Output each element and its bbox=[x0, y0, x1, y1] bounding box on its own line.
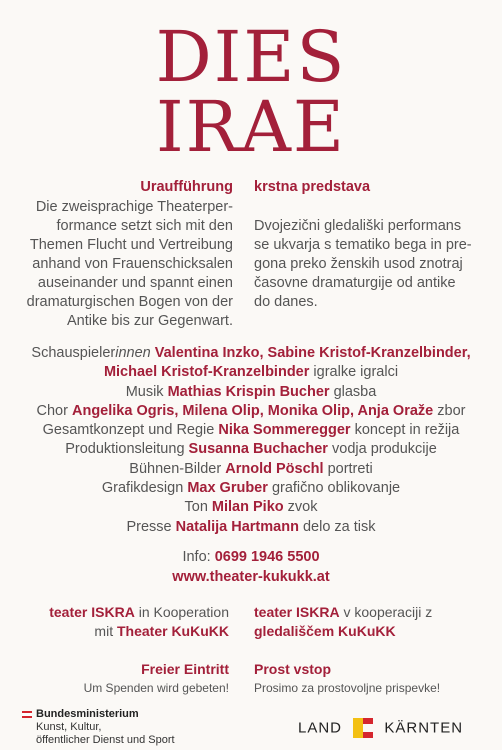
credit-label-sl: igralke igralci bbox=[313, 364, 399, 381]
credit-press bbox=[0, 518, 502, 537]
credit-label: Bühnen-Bilder bbox=[129, 460, 222, 477]
credit-label-suffix: innen bbox=[115, 345, 151, 361]
info-label: Info: bbox=[182, 549, 211, 565]
credit-label: Musik bbox=[125, 383, 164, 400]
german-line: Antike bis zur Gegenwart. bbox=[66, 313, 233, 329]
coop-org: teater ISKRA bbox=[254, 604, 340, 620]
slovene-heading: krstna predstava bbox=[254, 179, 371, 195]
german-line: Themen Flucht und Vertreibung bbox=[29, 237, 233, 253]
credit-label-sl: koncept in režija bbox=[354, 422, 460, 439]
credit-label: Schauspieler bbox=[31, 345, 116, 361]
credit-label-sl: vodja produkcije bbox=[332, 441, 437, 458]
credit-label: Grafikdesign bbox=[101, 480, 184, 497]
credit-graphic bbox=[0, 479, 502, 498]
coop-partner: Theater KuKuKK bbox=[116, 623, 229, 639]
land-label: LAND bbox=[298, 719, 343, 737]
coop-text: v kooperaciji z bbox=[343, 604, 433, 620]
coop-text: mit bbox=[94, 623, 114, 639]
slovene-description bbox=[254, 178, 494, 312]
ministry-line: Kunst, Kultur, bbox=[36, 721, 102, 733]
credit-actors bbox=[0, 344, 502, 363]
credit-label-sl: delo za tisk bbox=[302, 518, 376, 535]
credit-names: Milan Piko bbox=[211, 499, 284, 516]
credits bbox=[0, 344, 502, 537]
credit-actors-cont bbox=[0, 363, 502, 382]
credit-names: Valentina Inzko, Sabine Kristof-Kranzelbinder, bbox=[154, 345, 471, 361]
credit-label-sl: grafično oblikovanje bbox=[271, 480, 401, 497]
cooperation-german bbox=[0, 603, 229, 641]
slovene-line: časovne dramaturgije od antike bbox=[254, 275, 456, 291]
kaernten-label: KÄRNTEN bbox=[384, 719, 464, 737]
german-line: Die zweisprachige Theaterper- bbox=[35, 199, 233, 215]
credit-names: Michael Kristof-Kranzelbinder bbox=[103, 364, 310, 381]
credit-stage bbox=[0, 460, 502, 479]
austria-flag-icon bbox=[22, 711, 32, 718]
phone-number[interactable]: 0699 1946 5500 bbox=[214, 549, 320, 565]
ministry-line: öffentlicher Dienst und Sport bbox=[36, 734, 175, 746]
german-line: formance setzt sich mit den bbox=[56, 218, 233, 234]
credit-label-sl: zvok bbox=[287, 499, 318, 516]
slovene-line: se ukvarja s tematiko bega in pre- bbox=[254, 237, 472, 253]
credit-label-sl: glasba bbox=[333, 383, 377, 400]
admission-title: Prost vstop bbox=[254, 661, 332, 677]
coop-text: in Kooperation bbox=[138, 604, 229, 620]
german-heading: Uraufführung bbox=[140, 179, 233, 195]
credit-names: Nika Sommeregger bbox=[218, 422, 351, 439]
credit-names: Arnold Pöschl bbox=[225, 460, 324, 477]
credit-choir bbox=[0, 402, 502, 421]
credit-label: Presse bbox=[126, 518, 172, 535]
title-line-1: DIES bbox=[155, 16, 347, 98]
admission-title: Freier Eintritt bbox=[141, 661, 229, 677]
credit-sound bbox=[0, 498, 502, 517]
credit-names: Susanna Buchacher bbox=[188, 441, 328, 458]
credit-label-sl: zbor bbox=[437, 402, 466, 419]
credit-label-sl: portreti bbox=[327, 460, 373, 477]
credit-names: Mathias Krispin Bucher bbox=[167, 383, 330, 400]
ministry-name: Bundesministerium bbox=[36, 708, 139, 720]
title-line-2: IRAE bbox=[155, 86, 346, 168]
slovene-line: Dvojezični gledališki performans bbox=[254, 218, 462, 234]
cooperation-slovene bbox=[254, 603, 494, 641]
ministry-logo bbox=[22, 708, 175, 747]
slovene-line: gona preko ženskih usod znotraj bbox=[254, 256, 463, 272]
admission-note: Prosimo za prostovoljne prispevke! bbox=[254, 681, 441, 695]
credit-concept bbox=[0, 421, 502, 440]
carinthia-emblem-icon bbox=[353, 718, 373, 738]
contact-block bbox=[0, 547, 502, 587]
credit-production bbox=[0, 440, 502, 459]
german-description bbox=[0, 178, 233, 331]
german-line: anhand von Frauenschicksalen bbox=[32, 256, 233, 272]
credit-music bbox=[0, 383, 502, 402]
admission-note: Um Spenden wird gebeten! bbox=[83, 681, 229, 695]
credit-label: Produktionsleitung bbox=[65, 441, 185, 458]
credit-names: Natalija Hartmann bbox=[175, 518, 299, 535]
german-line: auseinander und spannt einen bbox=[37, 275, 233, 291]
coop-partner: gledališčem KuKuKK bbox=[254, 623, 396, 639]
credit-label: Ton bbox=[184, 499, 208, 516]
credit-names: Max Gruber bbox=[187, 480, 268, 497]
credit-label: Chor bbox=[36, 402, 68, 419]
german-line: dramaturgischen Bogen von der bbox=[26, 294, 233, 310]
admission-german bbox=[0, 660, 229, 698]
credit-names: Angelika Ogris, Milena Olip, Monika Olip, Anja Oraže bbox=[71, 402, 434, 419]
credit-label: Gesamtkonzept und Regie bbox=[42, 422, 215, 439]
slovene-line: do danes. bbox=[254, 294, 318, 310]
website-link[interactable]: www.theater-kukukk.at bbox=[172, 569, 330, 585]
coop-org: teater ISKRA bbox=[49, 604, 135, 620]
admission-slovene bbox=[254, 660, 494, 698]
land-kaernten-logo bbox=[298, 718, 463, 738]
